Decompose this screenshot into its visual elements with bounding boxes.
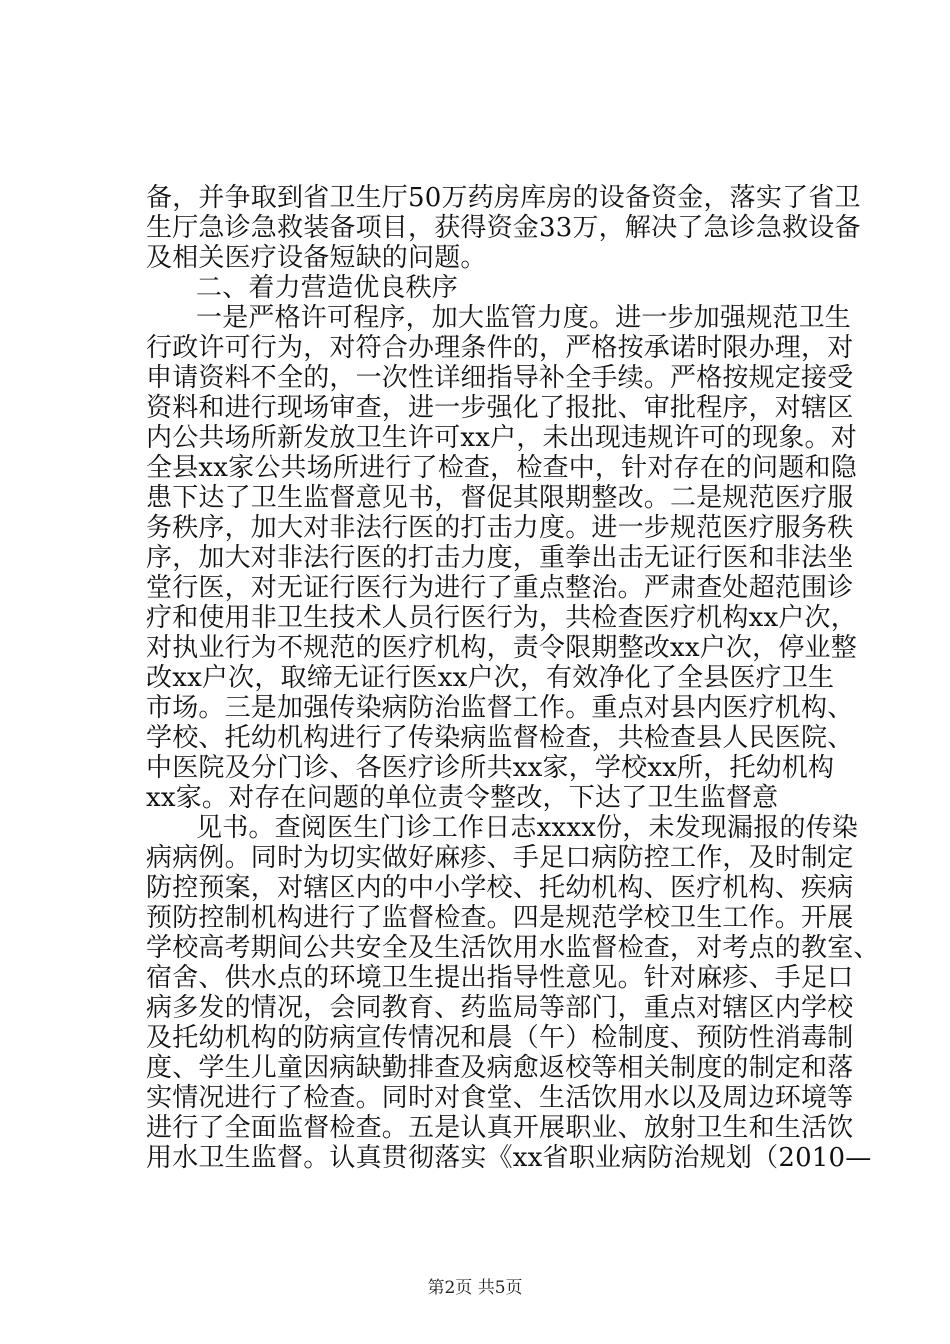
body-text-line: 疗和使用非卫生技术人员行医行为，共检查医疗机构xx户次，	[146, 603, 857, 633]
body-text-line: 用水卫生监督。认真贯彻落实《xx省职业病防治规划（2010—	[146, 1143, 872, 1173]
body-text-line: 改xx户次，取缔无证行医xx户次，有效净化了全县医疗卫生	[146, 663, 835, 693]
body-text-line: 内公共场所新发放卫生许可xx户，未出现违规许可的现象。对	[146, 423, 857, 453]
body-text-line: 及相关医疗设备短缺的问题。	[146, 243, 487, 273]
body-text-line: 堂行医，对无证行医行为进行了重点整治。严肃查处超范围诊	[146, 573, 854, 603]
body-text-line: 序，加大对非法行医的打击力度，重拳出击无证行医和非法坐	[146, 543, 854, 573]
body-text-line: 中医院及分门诊、各医疗诊所共xx家，学校xx所，托幼机构	[146, 753, 835, 783]
section-heading: 二、着力营造优良秩序	[196, 273, 459, 303]
paragraph-start-line: 见书。查阅医生门诊工作日志xxxx份，未发现漏报的传染	[196, 813, 859, 843]
body-text-line: 度、学生儿童因病缺勤排查及病愈返校等相关制度的制定和落	[146, 1053, 854, 1083]
body-text-line: 申请资料不全的，一次性详细指导补全手续。严格按规定接受	[146, 363, 854, 393]
body-text-line: 病多发的情况，会同教育、药监局等部门，重点对辖区内学校	[146, 993, 854, 1023]
body-text-line: xx家。对存在问题的单位责令整改，下达了卫生监督意	[146, 783, 779, 813]
body-text-line: 学校高考期间公共安全及生活饮用水监督检查，对考点的教室、	[146, 933, 880, 963]
body-text-line: 宿舍、供水点的环境卫生提出指导性意见。针对麻疹、手足口	[146, 963, 854, 993]
body-text-line: 进行了全面监督检查。五是认真开展职业、放射卫生和生活饮	[146, 1113, 854, 1143]
body-text-line: 备，并争取到省卫生厅50万药房库房的设备资金，落实了省卫	[146, 183, 861, 213]
body-text-line: 对执业行为不规范的医疗机构，责令限期整改xx户次，停业整	[146, 633, 857, 663]
body-text-line: 全县xx家公共场所进行了检查，检查中，针对存在的问题和隐	[146, 453, 857, 483]
body-text-line: 预防控制机构进行了监督检查。四是规范学校卫生工作。开展	[146, 903, 854, 933]
body-text-line: 病病例。同时为切实做好麻疹、手足口病防控工作，及时制定	[146, 843, 854, 873]
body-text-line: 资料和进行现场审查，进一步强化了报批、审批程序，对辖区	[146, 393, 854, 423]
body-text-line: 患下达了卫生监督意见书，督促其限期整改。二是规范医疗服	[146, 483, 854, 513]
body-text-line: 学校、托幼机构进行了传染病监督检查，共检查县人民医院、	[146, 723, 854, 753]
paragraph-start-line: 一是严格许可程序，加大监管力度。进一步加强规范卫生	[196, 303, 852, 333]
body-text-line: 务秩序，加大对非法行医的打击力度。进一步规范医疗服务秩	[146, 513, 854, 543]
body-text-line: 生厅急诊急救装备项目，获得资金33万，解决了急诊急救设备	[146, 213, 861, 243]
page-number-footer: 第2页 共5页	[427, 1278, 523, 1298]
body-text-line: 防控预案，对辖区内的中小学校、托幼机构、医疗机构、疾病	[146, 873, 854, 903]
body-text-line: 市场。三是加强传染病防治监督工作。重点对县内医疗机构、	[146, 693, 854, 723]
body-text-line: 实情况进行了检查。同时对食堂、生活饮用水以及周边环境等	[146, 1083, 854, 1113]
body-text-line: 及托幼机构的防病宣传情况和晨（午）检制度、预防性消毒制	[146, 1023, 854, 1053]
body-text-line: 行政许可行为，对符合办理条件的，严格按承诺时限办理，对	[146, 333, 854, 363]
